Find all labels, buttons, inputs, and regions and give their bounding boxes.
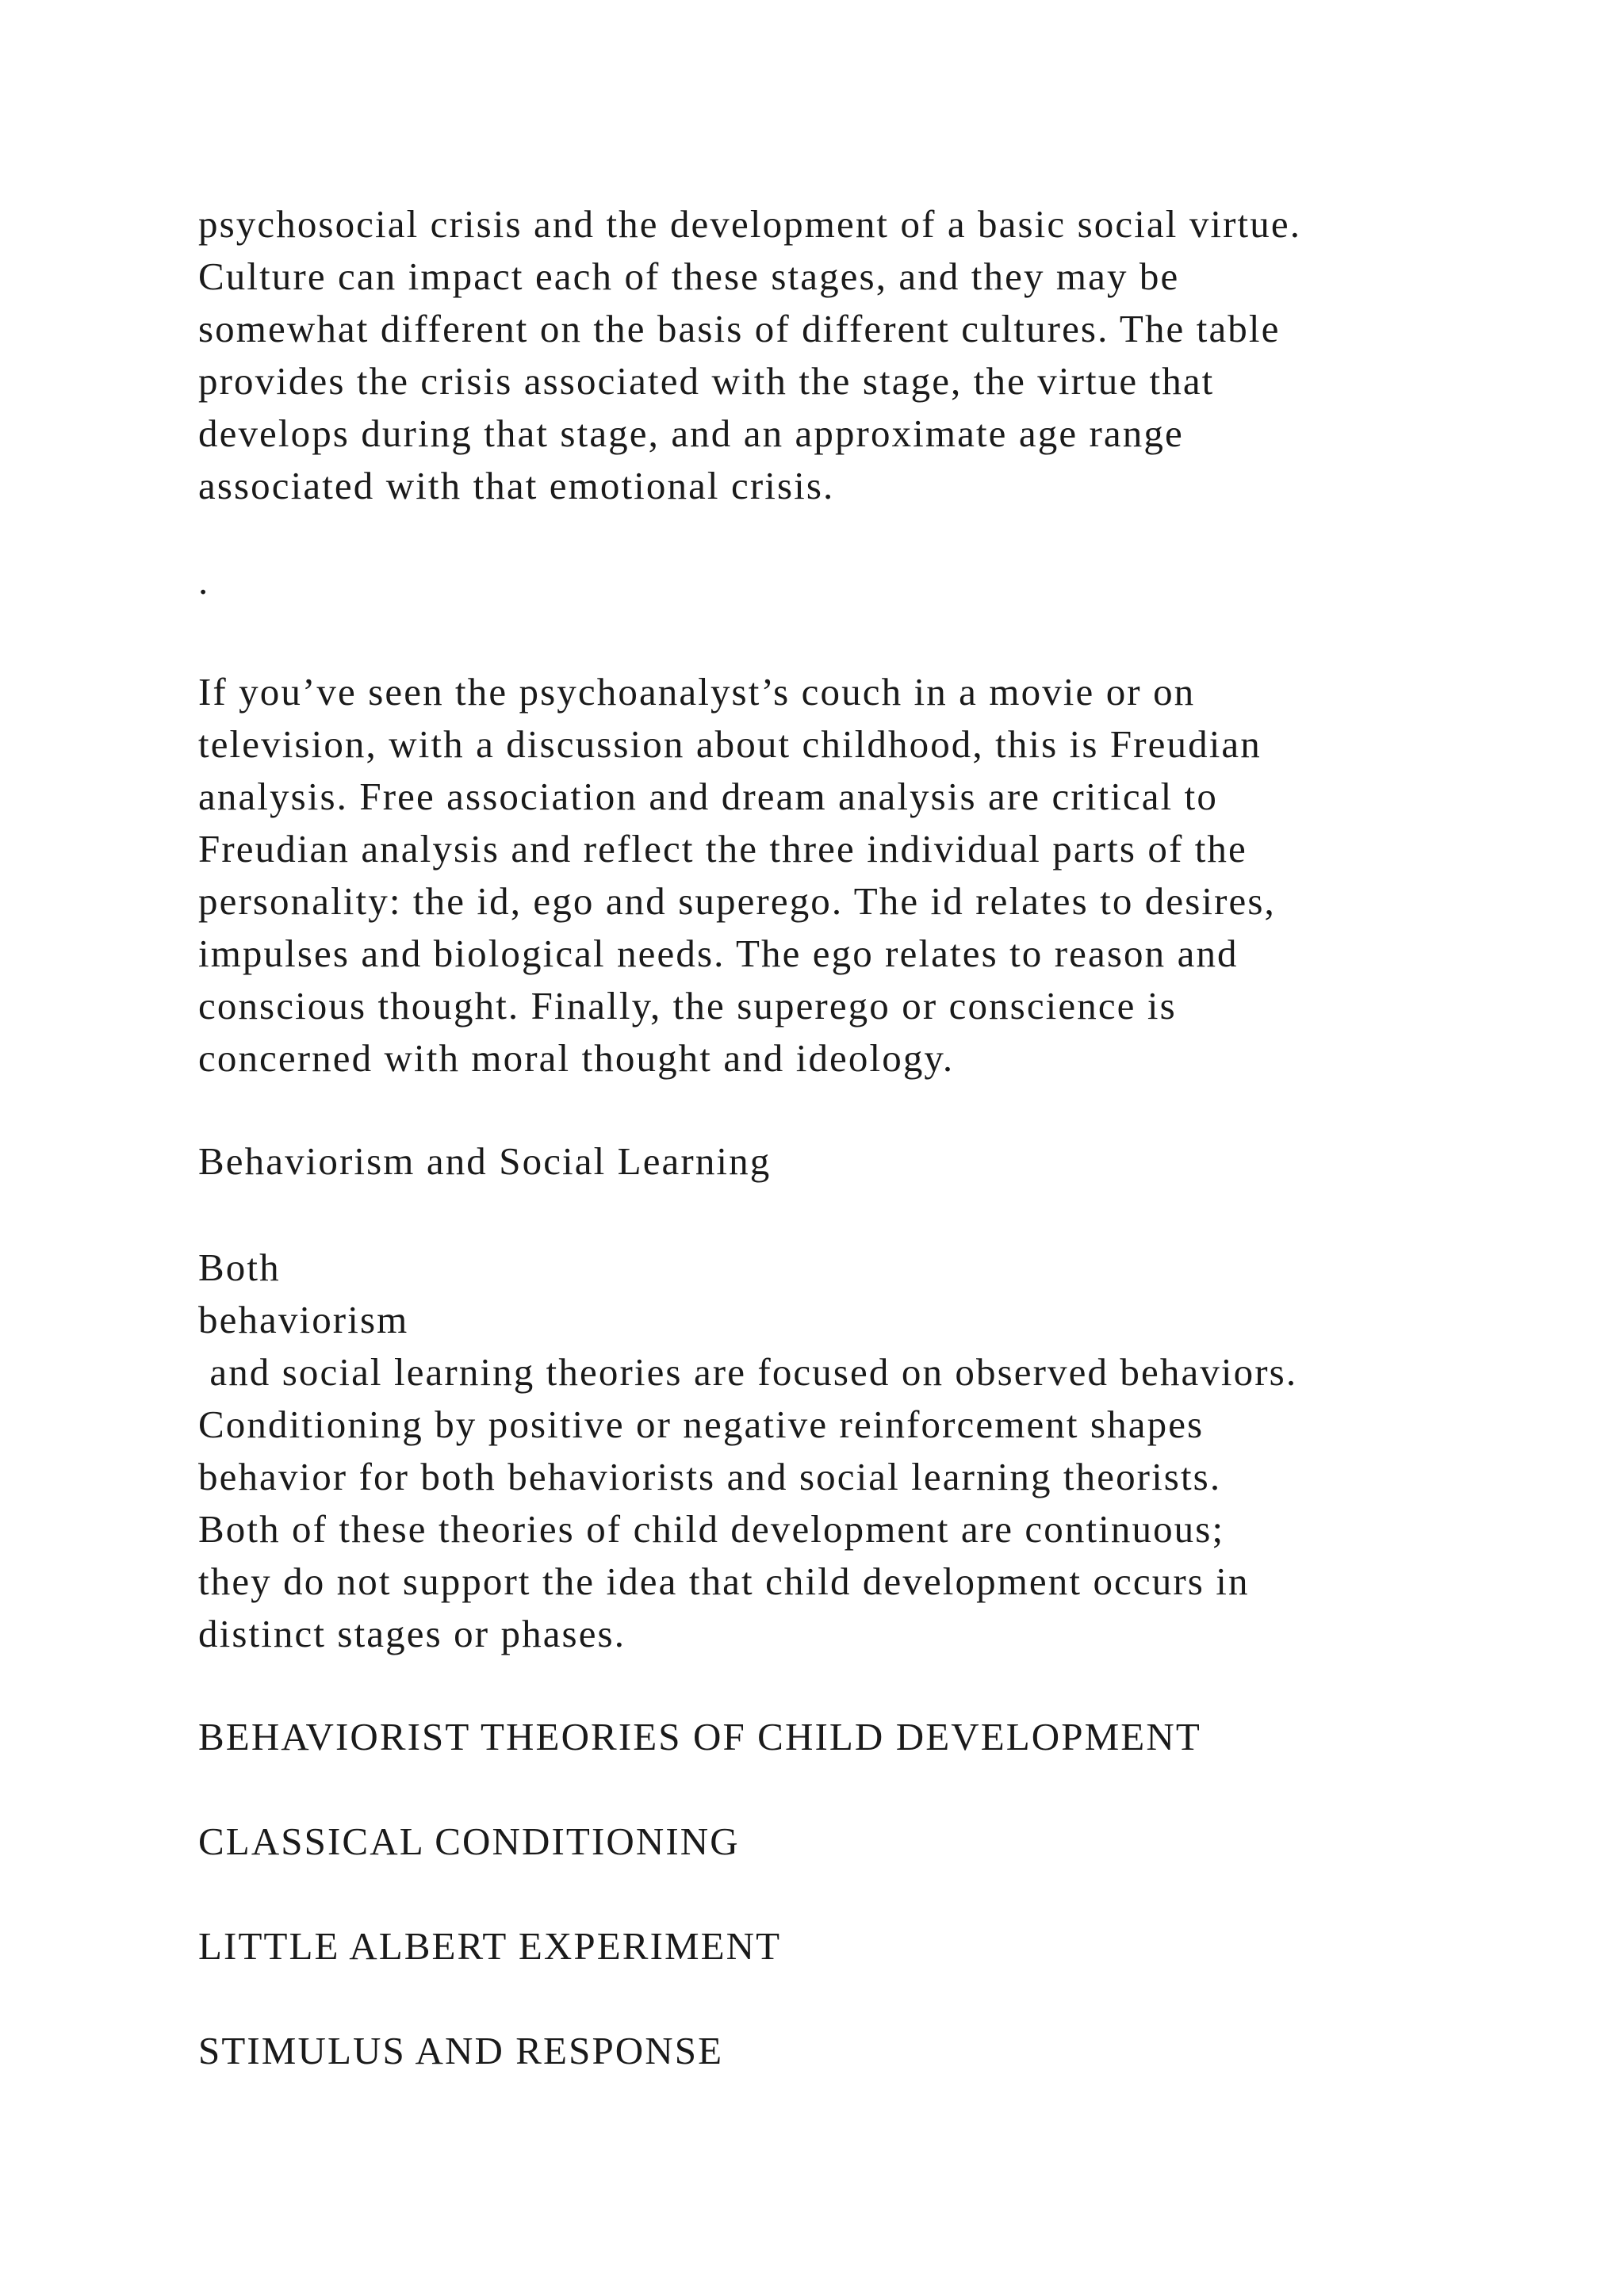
- heading-text: CLASSICAL CONDITIONING: [198, 1820, 740, 1863]
- text-line: Both of these theories of child development are continuous;: [198, 1507, 1225, 1551]
- text-line: personality: the id, ego and superego. The id relates to desires,: [198, 879, 1276, 923]
- text-line: concerned with moral thought and ideology.: [198, 1036, 955, 1080]
- heading-text: STIMULUS AND RESPONSE: [198, 2029, 724, 2072]
- text-line: Freudian analysis and reflect the three individual parts of the: [198, 827, 1247, 871]
- text-line: Conditioning by positive or negative reinforcement shapes: [198, 1402, 1205, 1446]
- paragraph-psychosocial: [198, 198, 1546, 512]
- text-line: Culture can impact each of these stages, and they may be: [198, 254, 1180, 298]
- text-line: television, with a discussion about childhood, this is Freudian: [198, 722, 1262, 766]
- text-line: analysis. Free association and dream analysis are critical to: [198, 775, 1218, 818]
- text-line: distinct stages or phases.: [198, 1612, 626, 1655]
- heading-text: BEHAVIORIST THEORIES OF CHILD DEVELOPMENT: [198, 1715, 1201, 1758]
- heading-little-albert: [198, 1920, 1546, 1973]
- paragraph-behaviorism: [198, 1242, 1546, 1660]
- text-line: behavior for both behaviorists and social learning theorists.: [198, 1455, 1222, 1498]
- text-line: develops during that stage, and an approximate age range: [198, 411, 1184, 455]
- text-line: Both: [198, 1246, 281, 1289]
- text-line: conscious thought. Finally, the superego or conscience is: [198, 984, 1177, 1027]
- text-line: .: [198, 559, 210, 603]
- text-line: somewhat different on the basis of different cultures. The table: [198, 307, 1281, 350]
- heading-stimulus-response: [198, 2025, 1546, 2077]
- text-line: provides the crisis associated with the stage, the virtue that: [198, 359, 1215, 403]
- heading-text: Behaviorism and Social Learning: [198, 1139, 772, 1183]
- heading-text: LITTLE ALBERT EXPERIMENT: [198, 1924, 782, 1968]
- text-line: psychosocial crisis and the development of a basic social virtue.: [198, 202, 1302, 246]
- text-line: they do not support the idea that child development occurs in: [198, 1559, 1250, 1603]
- text-line: and social learning theories are focused on observed behaviors.: [198, 1350, 1298, 1394]
- separator-dot: [198, 555, 1546, 607]
- text-line: behaviorism: [198, 1298, 409, 1341]
- heading-classical-conditioning: [198, 1816, 1546, 1868]
- heading-behaviorist-theories: [198, 1711, 1546, 1763]
- text-line: If you’ve seen the psychoanalyst’s couch in a movie or on: [198, 670, 1196, 714]
- paragraph-freudian: [198, 666, 1546, 1085]
- text-line: associated with that emotional crisis.: [198, 464, 835, 507]
- heading-behaviorism: [198, 1135, 1546, 1188]
- text-line: impulses and biological needs. The ego relates to reason and: [198, 932, 1239, 975]
